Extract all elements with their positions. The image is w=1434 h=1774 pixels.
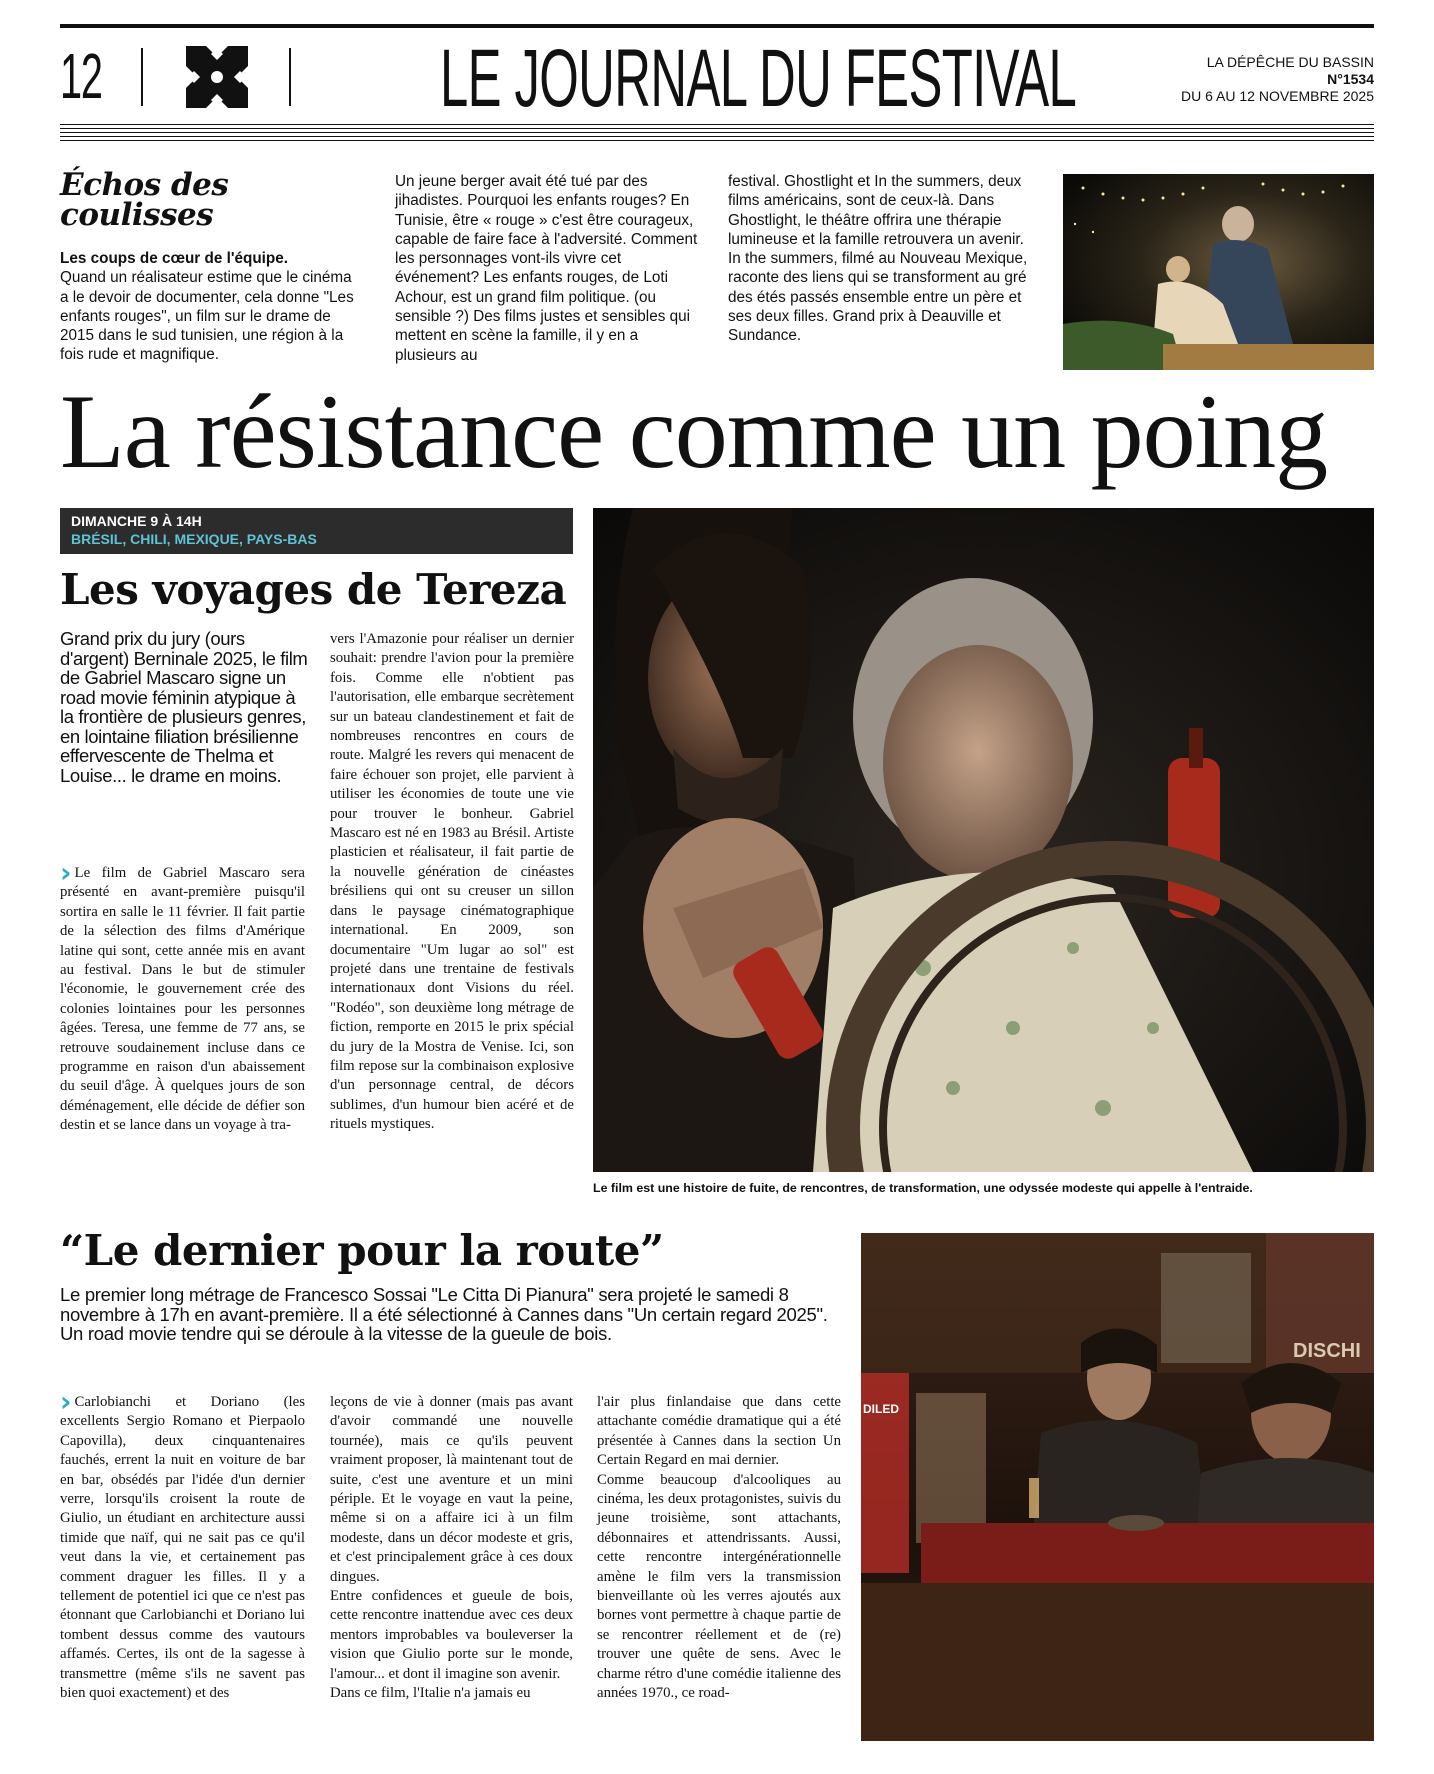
article-text: leçons de vie à donner (mais pas avant d'avoir commandé une nouvelle tournée), mais ce qu'ils peuvent vraiment proposer, là maintenant tout de suite, c'est une aventure et un mini périple. Et le voyage en vaut la peine, même si on a affaire ici à un film modeste, dans un décor modeste et gris, et c'est principalement grâce à ces doux dingues. — [330, 1394, 573, 1585]
article-intro: Le premier long métrage de Francesco Sossai "Le Citta Di Pianura" sera projeté le samedi 8 novembre à 17h en avant-première. Il a été sélectionné à Cannes dans "Un certain regard 2025". Un road movie tendre qui se déroule à la vitesse de la gueule de bois. — [60, 1284, 828, 1344]
route-film-photo — [861, 1233, 1374, 1741]
echoes-title-line: Échos des — [60, 167, 229, 203]
rule — [60, 128, 1374, 129]
echoes-column — [60, 249, 360, 365]
rule — [60, 124, 1374, 125]
publication-name: LA DÉPÊCHE DU BASSIN — [1206, 54, 1374, 70]
cross-logo-icon — [186, 46, 248, 108]
article-title: Les voyages de Tereza — [60, 565, 567, 614]
rule — [60, 132, 1374, 133]
issue-info — [1181, 54, 1374, 105]
chevron-right-icon: › — [60, 856, 72, 889]
divider — [141, 48, 143, 106]
photo-caption: Le film est une histoire de fuite, de rencontres, de transformation, une odyssée modeste qui appelle à l'entraide. — [593, 1181, 1253, 1195]
echoes-title-line: coulisses — [60, 197, 214, 233]
article-column — [60, 856, 305, 1136]
echoes-column: Un jeune berger avait été tué par des jihadistes. Pourquoi les enfants rouges? En Tunisie, être « rouge » c'est être courageux, capable de faire face à l'adversité. Comment les personnages vont-ils vivre cet événement? Les enfants rouges, de Loti Achour, est un grand film politique. (ou sensible ?) Des films justes et sensibles qui mettent en scène la famille, il y en a plusieurs au — [395, 173, 698, 364]
rule — [60, 136, 1374, 137]
rule — [60, 140, 1374, 141]
screening-date: DIMANCHE 9 À 14H — [71, 513, 202, 529]
page-number: 12 — [60, 40, 102, 112]
article-column — [60, 1385, 305, 1704]
article-title: “Le dernier pour la route” — [60, 1226, 664, 1275]
poster-text: DISCHI — [1293, 1340, 1361, 1362]
article-intro: Grand prix du jury (ours d'argent) Berninale 2025, le film de Gabriel Mascaro signe un road movie féminin atypique à la frontière de plusieurs genres, en lointaine filiation brésilienne effervescente de Thelma et Louise... le drame en moins. — [60, 628, 308, 786]
echoes-title — [60, 167, 310, 233]
screening-countries: BRÉSIL, CHILI, MEXIQUE, PAYS-BAS — [71, 531, 317, 547]
article-text: Carlobianchi et Doriano (les excellents Sergio Romano et Pierpaolo Capovilla), deux cinquantenaires fauchés, errent la nuit en voiture de bar en bar, obsédés par l'idée d'un dernier verre, lorsqu'ils croisent la route de Giulio, un étudiant en architecture aussi timide que naïf, qui ne sait pas ce qu'il veut dans la vie, et certainement pas comment draguer les filles. Il y a tellement de potentiel ici que ce n'est pas étonnant que Carlobianchi et Doriano lui tombent dessus comme des vautours affamés. Certes, ils ont de la sagesse à transmettre (même s'ils ne savent pas bien quoi exactement) et des — [60, 1394, 305, 1702]
article-column — [330, 1393, 573, 1704]
masthead-title: LE JOURNAL DU FESTIVAL — [440, 33, 1077, 124]
tereza-film-photo — [593, 508, 1374, 1172]
issue-number: N°1534 — [1327, 71, 1374, 87]
echoes-column: festival. Ghostlight et In the summers, deux films américains, sont de ceux-là. Dans Ghostlight, le théâtre offrira une thérapie lumineuse et la famille retrouvera un avenir. In the summers, filmé au Nouveau Mexique, raconte des liens qui se transforment au gré des étés passés ensemble entre un père et ses deux filles. Grand prix à Deauville et Sundance. — [728, 173, 1028, 345]
ghostlight-photo — [1063, 174, 1374, 370]
article-text: Entre confidences et gueule de bois, cette rencontre inattendue avec ces deux mentors improbables va bouleverser la vision que Giulio porte sur le monde, l'amour... et dont il imagine son avenir. — [330, 1588, 573, 1682]
top-rule — [60, 24, 1374, 28]
issue-dates: DU 6 AU 12 NOVEMBRE 2025 — [1181, 88, 1374, 104]
article-text: Dans ce film, l'Italie n'a jamais eu — [330, 1685, 531, 1702]
article-column — [597, 1393, 841, 1704]
article-text: l'air plus finlandaise que dans cette attachante comédie dramatique qui a été présentée à Cannes dans la section Un Certain Regard en mai dernier. — [597, 1394, 841, 1469]
article-text: Le film de Gabriel Mascaro sera présenté en avant-première puisqu'il sortira en salle le 11 février. Il fait partie de la sélection des films d'Amérique latine qui sont, cette année mis en avant au festival. Dans le but de stimuler l'économie, le gouvernement crée des colonies lointaines pour les personnes âgées. Teresa, une femme de 77 ans, se retrouve soudainement incluse dans ce programme en raison d'un abaissement du seuil d'âge. À quelques jours de son déménagement, elle décide de défier son destin et se lance dans un voyage à tra- — [60, 865, 305, 1134]
article-text: Comme beaucoup d'alcooliques au cinéma, les deux protagonistes, suivis du jeune troisième, sont attachants, débonnaires et attendrissants. Aussi, cette rencontre intergénérationnelle amène le film vers la transmission bienveillante où les verres ajoutés aux bornes vont permettre à chaque partie de se rencontrer réellement et de (re) trouver une quête de sens. Avec le charme rétro d'une comédie italienne des années 1970., ce road- — [597, 1471, 841, 1702]
chevron-right-icon: › — [60, 1385, 72, 1418]
divider — [289, 48, 291, 106]
article-column: vers l'Amazonie pour réaliser un dernier souhait: prendre l'avion pour la première fois. Comme elle n'obtient pas l'autorisation, elle embarque secrètement sur un bateau clandestinement et fait de nombreuses rencontres en cours de route. Malgré les revers qui menacent de faire échouer son projet, elle parvient à utiliser les économies de toute une vie pour trouver le bonheur. Gabriel Mascaro est né en 1983 au Brésil. Artiste plasticien et réalisateur, il fait partie de la nouvelle génération de cinéastes brésiliens qui ont su creuser un sillon dans le paysage cinématographique international. En 2009, son documentaire "Um lugar ao sol" est projeté dans une trentaine de festivals internationaux dont Visions du réel. "Rodéo", son deuxième long métrage de fiction, remporte en 2015 le prix spécial du jury de la Mostra de Venise. Ici, son film repose sur la combinaison explosive d'un personnage central, de décors sublimes, d'un humour bien acéré et de rituels mystiques. — [330, 631, 574, 1133]
echoes-text: Quand un réalisateur estime que le cinéma a le devoir de documenter, cela donne "Les enfants rouges", un film sur le drame de 2015 dans le sud tunisien, une région à la fois rude et magnifique. — [60, 269, 354, 364]
main-headline: La résistance comme un poing — [60, 373, 1328, 490]
poster-text: DILED — [863, 1402, 899, 1416]
echoes-lead: Les coups de cœur de l'équipe. — [60, 250, 289, 267]
